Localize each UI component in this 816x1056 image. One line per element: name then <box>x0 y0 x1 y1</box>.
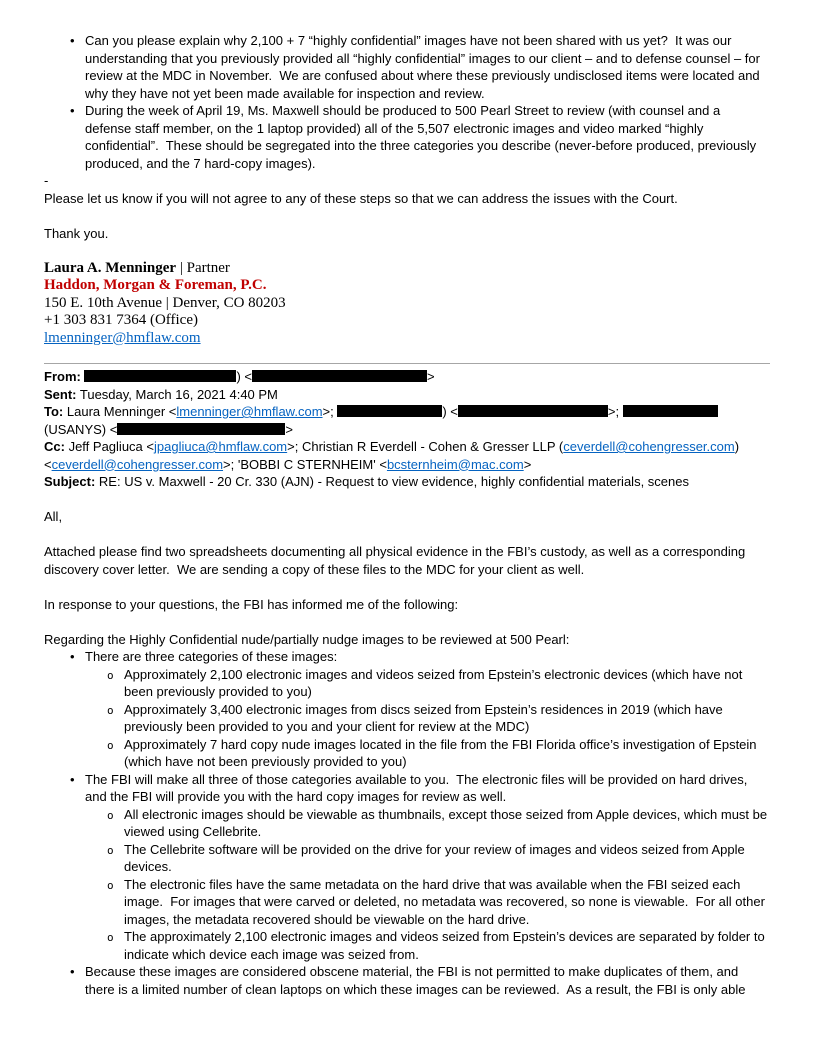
from-separator: ) < <box>236 369 253 384</box>
cc-email-link[interactable]: ceverdell@cohengresser.com <box>563 439 735 454</box>
signature-block <box>44 260 770 348</box>
cc-email-link[interactable]: ceverdell@cohengresser.com <box>51 456 224 472</box>
sub-bullet-item: o The Cellebrite software will be provided on the drive for your review of images and videos seized from Apple devices. <box>124 841 770 876</box>
header-to <box>44 403 770 438</box>
signature-name: Laura A. Menninger <box>44 259 177 276</box>
bullet-item <box>85 771 770 964</box>
cc-text: > <box>523 456 532 472</box>
redaction-bar <box>337 405 442 417</box>
header-subject <box>44 473 770 491</box>
from-end: > <box>427 369 435 384</box>
sub-bullet-item: o The electronic files have the same metadata on the hard drive that was available when the FBI seized each image. For images that were carved or deleted, no metadata was recovered, so none is viewable. For all other images, the metadata recovered should be viewable on the hard drive. <box>124 876 770 929</box>
cc-label: Cc: <box>44 439 65 454</box>
subject-value: RE: US v. Maxwell - 20 Cr. 330 (AJN) - Request to view evidence, highly confidential materials, scenes <box>98 474 689 489</box>
subject-label: Subject: <box>44 474 96 489</box>
from-label: From: <box>44 369 81 384</box>
signature-email-link[interactable]: lmenninger@hmflaw.com <box>44 329 201 346</box>
stray-dash: - <box>44 173 49 188</box>
redaction-bar <box>252 370 427 382</box>
signature-phone: +1 303 831 7364 (Office) <box>44 312 198 328</box>
bullet-text: The FBI will make all three of those categories available to you. The electronic files will be provided on hard drives, and the FBI will provide you with the hard copy images for review as well. <box>85 771 751 804</box>
to-text: ) < <box>442 404 458 419</box>
signature-email-line <box>44 330 770 348</box>
sent-value: Tuesday, March 16, 2021 4:40 PM <box>79 386 278 402</box>
signature-address: 150 E. 10th Avenue | Denver, CO 80203 <box>44 294 286 311</box>
sent-label: Sent: <box>44 386 77 402</box>
bullet-text: There are three categories of these images: <box>85 649 338 664</box>
cc-text: ) <box>734 439 740 454</box>
cc-text: Jeff Pagliuca < <box>68 439 154 454</box>
bullet-item: • During the week of April 19, Ms. Maxwell should be produced to 500 Pearl Street to review (with counsel and a defense staff member, on the 1 laptop provided) all of the 5,507 electronic images and video marked “highly confidential”. These should be segregated into the three categories you describe (never-before produced, previously produced, and the 7 hard-copy images). <box>85 102 770 172</box>
request-bullet-list <box>44 32 770 172</box>
to-label: To: <box>44 404 64 419</box>
cc-text: >; Christian R Everdell - Cohen & Gresser LLP ( <box>287 439 564 454</box>
body-bullet-list <box>44 648 770 998</box>
greeting-line: All, <box>44 509 63 524</box>
cc-text: >; 'BOBBI C STERNHEIM' < <box>223 456 387 472</box>
bullet-item <box>85 648 770 771</box>
cc-email-link[interactable]: bcsternheim@mac.com <box>386 456 524 472</box>
sub-bullet-list <box>85 666 770 771</box>
to-text: Laura Menninger < <box>66 404 177 419</box>
closing-line: Please let us know if you will not agree to any of these steps so that we can address the issues with the Court. <box>44 190 678 206</box>
divider <box>44 363 770 364</box>
bullet-item: • Because these images are considered obscene material, the FBI is not permitted to make duplicates of them, and there is a limited number of clean laptops on which these images can be reviewed. As a result, the FBI is only able <box>85 963 770 998</box>
header-sent <box>44 386 770 404</box>
sub-bullet-item: o Approximately 2,100 electronic images and videos seized from Epstein’s electronic devices (which have not been previously provided to you) <box>124 666 770 701</box>
redaction-bar <box>458 405 608 417</box>
body-paragraph: Regarding the Highly Confidential nude/partially nudge images to be reviewed at 500 Pearl: <box>44 631 570 647</box>
thank-you-line: Thank you. <box>44 225 109 241</box>
redaction-bar <box>623 405 718 417</box>
to-email-link[interactable]: lmenninger@hmflaw.com <box>176 404 323 419</box>
sub-bullet-item: o Approximately 7 hard copy nude images located in the file from the FBI Florida office’s investigation of Epstein (which have not been previously provided to you) <box>124 736 770 771</box>
body-paragraph: Attached please find two spreadsheets documenting all physical evidence in the FBI’s custody, as well as a corresponding discovery cover letter. We are sending a copy of these files to the MDC for your client as well. <box>44 544 749 577</box>
cc-email-link[interactable]: jpagliuca@hmflaw.com <box>153 439 288 454</box>
signature-title: | Partner <box>176 259 230 276</box>
sub-bullet-item: o All electronic images should be viewable as thumbnails, except those seized from Apple devices, which must be viewed using Cellebrite. <box>124 806 770 841</box>
header-from <box>44 368 770 386</box>
to-text: (USANYS) < <box>44 421 118 437</box>
sub-bullet-list <box>85 806 770 964</box>
to-text: >; <box>607 404 623 419</box>
sub-bullet-item: o The approximately 2,100 electronic images and videos seized from Epstein’s devices are separated by folder to indicate which device each image was seized from. <box>124 928 770 963</box>
email-headers <box>44 368 770 491</box>
redaction-bar <box>84 370 236 382</box>
bullet-item: • Can you please explain why 2,100 + 7 “highly confidential” images have not been shared with us yet? It was our understanding that you previously provided all “highly confidential” images to our client – and to defense counsel – for review at the MDC in November. We are confused about where these previously undisclosed items were located and why they have not yet been made available for inspection and review. <box>85 32 770 102</box>
sub-bullet-item: o Approximately 3,400 electronic images from discs seized from Epstein’s residences in 2019 (which have previously been provided to you and your client for review at the MDC) <box>124 701 770 736</box>
signature-firm: Haddon, Morgan & Foreman, P.C. <box>44 277 267 293</box>
to-text: > <box>285 421 293 437</box>
signature-name-line <box>44 260 770 278</box>
redaction-bar <box>117 423 285 435</box>
header-cc <box>44 438 770 473</box>
body-paragraph: In response to your questions, the FBI has informed me of the following: <box>44 596 459 612</box>
to-text: >; <box>322 404 338 419</box>
cc-text: < <box>44 456 52 472</box>
